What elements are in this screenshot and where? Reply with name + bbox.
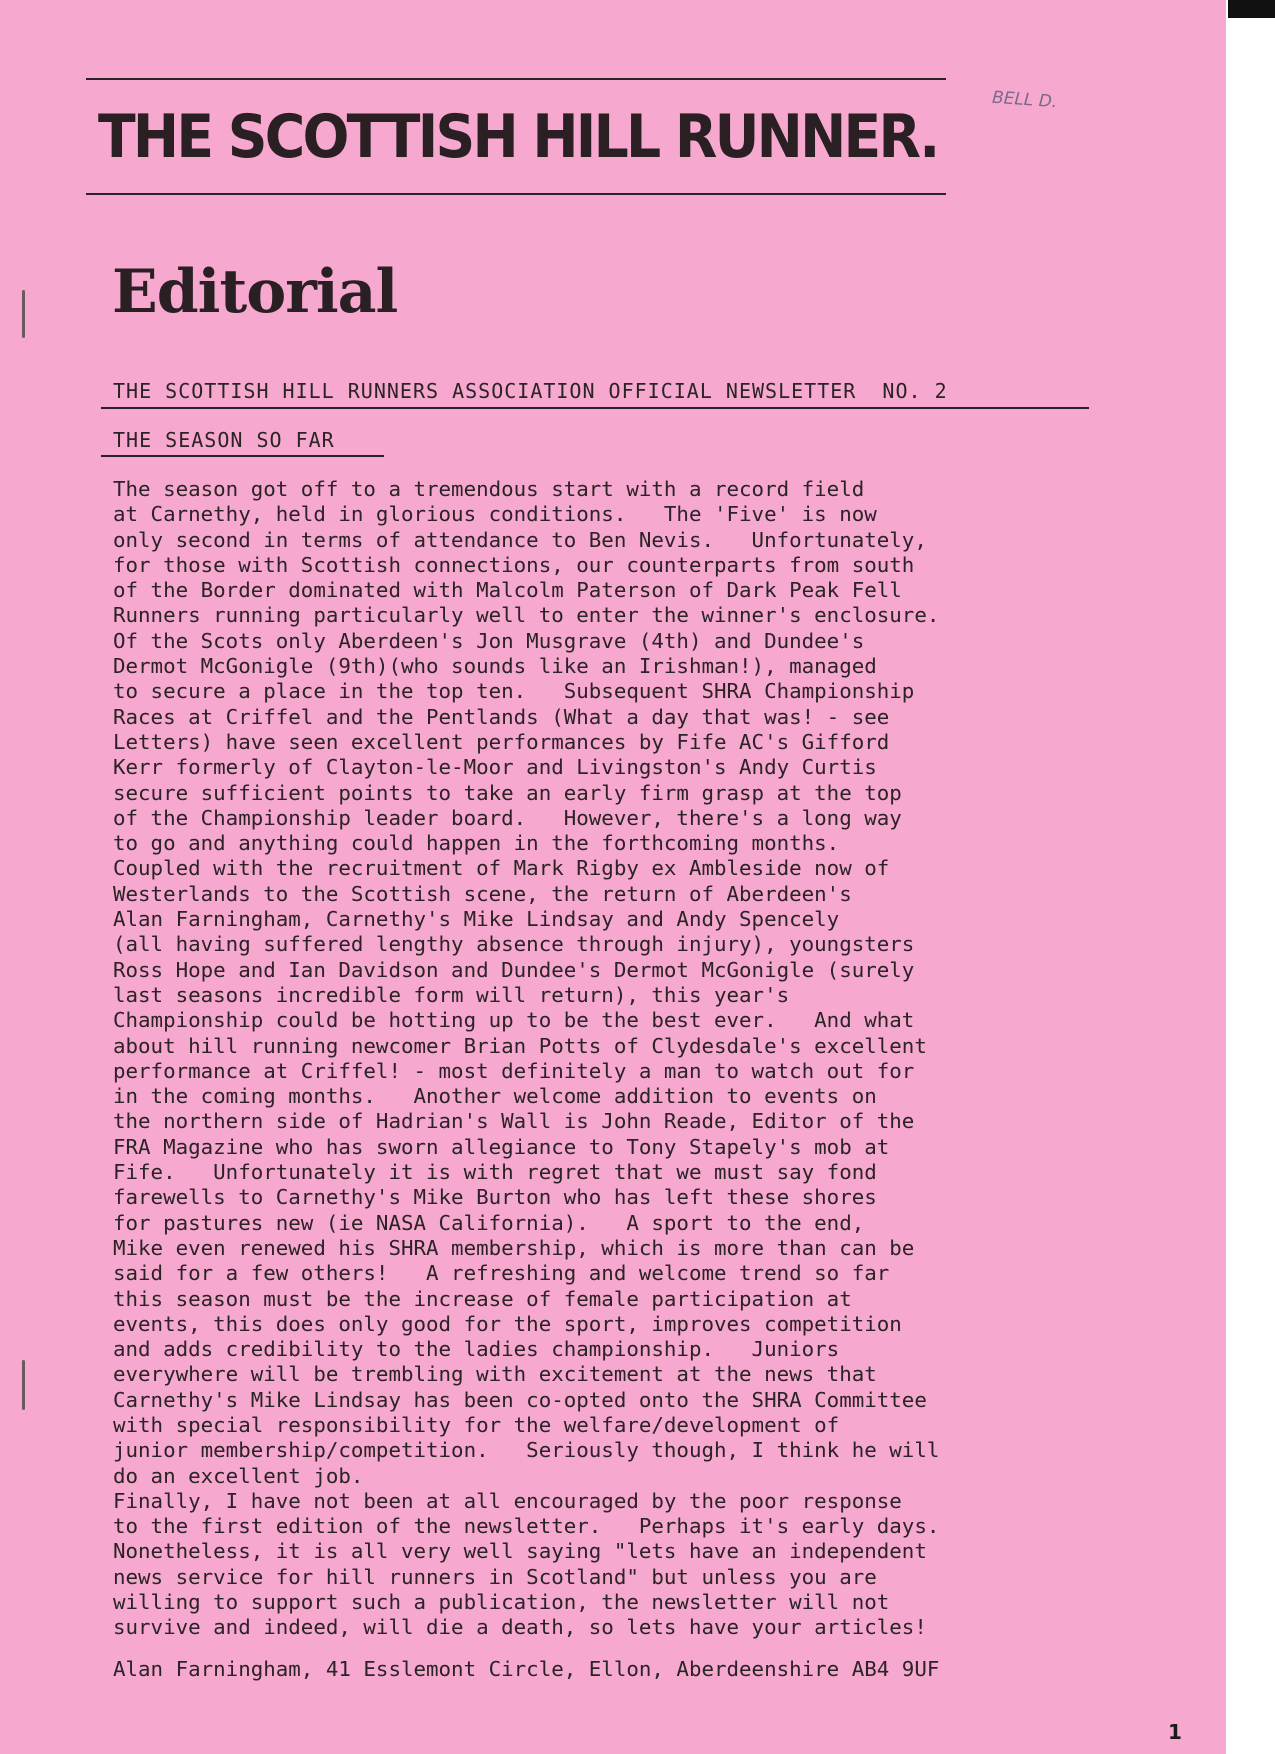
article-line: Championship could be hotting up to be the best ever. And what bbox=[113, 1008, 915, 1033]
article-line: about hill running newcomer Brian Potts of Clydesdale's excellent bbox=[113, 1033, 927, 1058]
scan-corner bbox=[1228, 0, 1275, 18]
article-line: of the Border dominated with Malcolm Paterson of Dark Peak Fell bbox=[113, 578, 902, 603]
article-line: Letters) have seen excellent performances by Fife AC's Gifford bbox=[113, 729, 890, 754]
page-number: 1 bbox=[1168, 1720, 1182, 1744]
article-line: and adds credibility to the ladies championship. Juniors bbox=[113, 1337, 840, 1362]
article-line: only second in terms of attendance to Ben Nevis. Unfortunately, bbox=[113, 527, 927, 552]
article-line: Kerr formerly of Clayton-le-Moor and Livingston's Andy Curtis bbox=[113, 755, 877, 780]
article-line: for pastures new (ie NASA California). A sport to the end, bbox=[113, 1210, 865, 1235]
newsletter-line: THE SCOTTISH HILL RUNNERS ASSOCIATION OFFICIAL NEWSLETTER NO. 2 bbox=[113, 379, 948, 403]
article-line: farewells to Carnethy's Mike Burton who has left these shores bbox=[113, 1185, 877, 1210]
article-line: willing to support such a publication, the newsletter will not bbox=[113, 1590, 890, 1615]
article-line: the northern side of Hadrian's Wall is John Reade, Editor of the bbox=[113, 1109, 915, 1134]
article-line: this season must be the increase of female participation at bbox=[113, 1286, 852, 1311]
masthead-rule-top bbox=[86, 78, 946, 80]
article-line: Races at Criffel and the Pentlands (What a day that was! - see bbox=[113, 704, 890, 729]
article-line: to the first edition of the newsletter. Perhaps it's early days. bbox=[113, 1514, 940, 1539]
article-line: The season got off to a tremendous start with a record field bbox=[113, 477, 865, 501]
article-line: Mike even renewed his SHRA membership, which is more than can be bbox=[113, 1235, 915, 1260]
article-line: Westerlands to the Scottish scene, the return of Aberdeen's bbox=[113, 881, 852, 906]
article-line: news service for hill runners in Scotland" but unless you are bbox=[113, 1564, 877, 1589]
masthead-title: THE SCOTTISH HILL RUNNER. bbox=[98, 102, 938, 172]
article-line: Nonetheless, it is all very well saying "lets have an independent bbox=[113, 1539, 927, 1564]
article-line: junior membership/competition. Seriously though, I think he will bbox=[113, 1438, 940, 1463]
article-heading: THE SEASON SO FAR bbox=[113, 428, 335, 452]
article-line: everywhere will be trembling with excitement at the news that bbox=[113, 1362, 877, 1387]
article-line: Alan Farningham, Carnethy's Mike Lindsay and Andy Spencely bbox=[113, 907, 840, 932]
newsletter-line-underline bbox=[101, 407, 1089, 409]
masthead-rule-bottom bbox=[86, 193, 946, 195]
article-line: do an excellent job. bbox=[113, 1463, 364, 1488]
article-heading-underline bbox=[101, 455, 384, 457]
article-line: Coupled with the recruitment of Mark Rigby ex Ambleside now of bbox=[113, 856, 890, 881]
article-line: FRA Magazine who has sworn allegiance to Tony Stapely's mob at bbox=[113, 1134, 890, 1159]
scan-background bbox=[1226, 0, 1275, 1754]
article-line: of the Championship leader board. However, there's a long way bbox=[113, 805, 902, 830]
handwritten-note: BELL D. bbox=[991, 87, 1058, 113]
section-title: Editorial bbox=[112, 257, 398, 327]
article-line: in the coming months. Another welcome addition to events on bbox=[113, 1084, 877, 1109]
article-line: Finally, I have not been at all encouraged by the poor response bbox=[113, 1488, 902, 1513]
article-line: to secure a place in the top ten. Subsequent SHRA Championship bbox=[113, 679, 915, 704]
article-line: to go and anything could happen in the forthcoming months. bbox=[113, 831, 840, 856]
article-line: Dermot McGonigle (9th)(who sounds like an Irishman!), managed bbox=[113, 654, 877, 679]
signature-address: Alan Farningham, 41 Esslemont Circle, Ellon, Aberdeenshire AB4 9UF bbox=[113, 1657, 940, 1681]
article-line: Of the Scots only Aberdeen's Jon Musgrave (4th) and Dundee's bbox=[113, 628, 865, 653]
article-line: at Carnethy, held in glorious conditions. The 'Five' is now bbox=[113, 502, 877, 527]
article-line: Ross Hope and Ian Davidson and Dundee's Dermot McGonigle (surely bbox=[113, 957, 915, 982]
staple-top bbox=[22, 290, 25, 338]
article-line: performance at Criffel! - most definitely a man to watch out for bbox=[113, 1058, 915, 1083]
staple-bottom bbox=[22, 1360, 25, 1410]
article-line: with special responsibility for the welfare/development of bbox=[113, 1412, 840, 1437]
article-line: Carnethy's Mike Lindsay has been co-opted onto the SHRA Committee bbox=[113, 1387, 927, 1412]
article-line: Fife. Unfortunately it is with regret that we must say fond bbox=[113, 1160, 877, 1185]
article-line: said for a few others! A refreshing and welcome trend so far bbox=[113, 1261, 890, 1286]
article-body bbox=[113, 477, 1113, 1641]
article-line: last seasons incredible form will return), this year's bbox=[113, 982, 790, 1007]
article-line: survive and indeed, will die a death, so lets have your articles! bbox=[113, 1615, 927, 1640]
article-line: events, this does only good for the sport, improves competition bbox=[113, 1311, 902, 1336]
article-line: (all having suffered lengthy absence through injury), youngsters bbox=[113, 932, 915, 957]
article-line: Runners running particularly well to enter the winner's enclosure. bbox=[113, 603, 940, 628]
article-line: secure sufficient points to take an early firm grasp at the top bbox=[113, 780, 902, 805]
article-line: for those with Scottish connections, our counterparts from south bbox=[113, 552, 915, 577]
